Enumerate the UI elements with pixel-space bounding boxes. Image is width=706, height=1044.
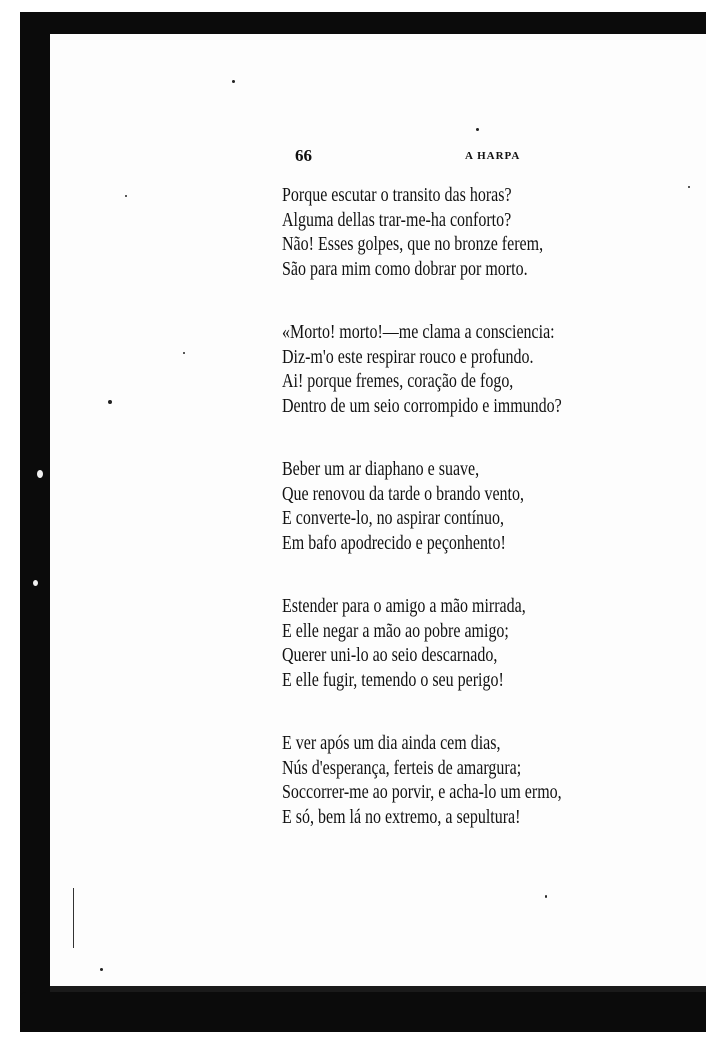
paper-speck <box>125 195 127 197</box>
poem-line: E converte-lo, no aspirar contínuo, <box>282 507 505 529</box>
stanza <box>282 457 682 555</box>
poem-line: São para mim como dobrar por morto. <box>282 257 528 280</box>
paper-speck <box>688 186 690 188</box>
margin-rule <box>73 888 74 948</box>
poem-line: Dentro de um seio corrompido e immundo? <box>282 394 562 417</box>
poem-line: Nús d'esperança, ferteis de amargura; <box>282 756 522 779</box>
stanza <box>282 731 682 829</box>
poem-line: E elle negar a mão ao pobre amigo; <box>282 619 509 642</box>
poem-line: E ver após um dia ainda cem dias, <box>282 732 501 754</box>
poem-line: Soccorrer-me ao porvir, e acha-lo um ermo, <box>282 781 562 803</box>
poem-line: E só, bem lá no extremo, a sepultura! <box>282 805 521 828</box>
scan-border-bottom <box>20 992 706 1032</box>
stanza <box>282 320 682 418</box>
scan-border-left <box>20 12 50 1032</box>
stanza <box>282 183 682 281</box>
poem-line: Ai! porque fremes, coração de fogo, <box>282 370 514 392</box>
poem-line: Porque escutar o transito das horas? <box>282 184 512 206</box>
paper-speck <box>108 400 112 404</box>
paper-speck <box>545 895 547 898</box>
running-title: A HARPA <box>465 150 521 162</box>
paper-speck <box>100 968 103 971</box>
poem-line: E elle fugir, temendo o seu perigo! <box>282 668 504 691</box>
poem-line: Em bafo apodrecido e peçonhento! <box>282 531 506 554</box>
paper-speck <box>183 352 185 354</box>
paper-speck <box>476 128 479 131</box>
poem-line: Alguma dellas trar-me-ha conforto? <box>282 208 512 231</box>
poem-line: Beber um ar diaphano e suave, <box>282 458 480 480</box>
poem-line: Querer uni-lo ao seio descarnado, <box>282 644 498 666</box>
poem-line: «Morto! morto!—me clama a consciencia: <box>282 321 555 343</box>
poem-line: Não! Esses golpes, que no bronze ferem, <box>282 233 544 255</box>
paper-speck <box>232 80 235 83</box>
paper-speck <box>37 470 43 478</box>
scan-border-top <box>22 12 706 34</box>
running-head <box>295 146 635 166</box>
poem-line: Diz-m'o este respirar rouco e profundo. <box>282 345 534 368</box>
poem-line: Estender para o amigo a mão mirrada, <box>282 595 526 617</box>
stanza <box>282 594 682 692</box>
poem-line: Que renovou da tarde o brando vento, <box>282 482 524 505</box>
paper-speck <box>33 580 38 586</box>
page-number: 66 <box>295 146 312 165</box>
poem-body <box>282 183 682 868</box>
